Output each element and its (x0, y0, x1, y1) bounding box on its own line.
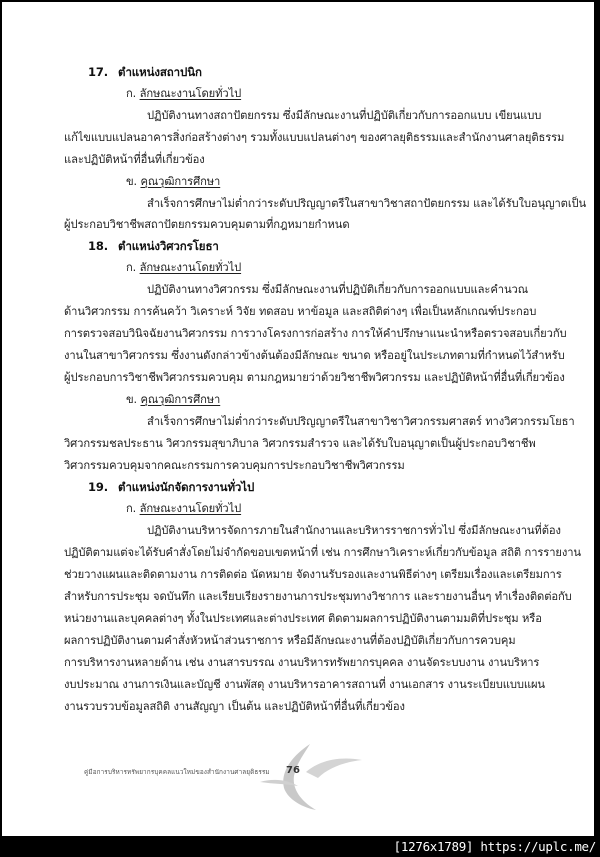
paragraph-line: ผู้ประกอบวิชาชีพสถาปัตยกรรมควบคุมตามที่กฎหมายกำหนด (64, 218, 350, 231)
paragraph-line: ช่วยวางแผนและติดตามงาน การติดต่อ นัดหมาย จัดงานรับรองและงานพิธีต่างๆ เตรียมเรื่องและเตรียมการ (64, 568, 562, 581)
sub-title: คุณวุฒิการศึกษา (140, 393, 221, 406)
section-19-heading (88, 480, 254, 494)
paragraph-line: ด้านวิศวกรรม การค้นคว้า วิเคราะห์ วิจัย ทดสอบ หาข้อมูล และสถิติต่างๆ เพื่อเป็นหลักเกณฑ์ประกอบ (64, 305, 537, 318)
paragraph-line: ผลการปฏิบัติงานตามคำสั่งหัวหน้าส่วนราชการ หรือมีลักษณะงานที่ต้องปฏิบัติเกี่ยวกับการควบคุม (64, 634, 516, 647)
sub-label: ก. (126, 87, 140, 100)
section-title: ตำแหน่งนักจัดการงานทั่วไป (117, 480, 255, 494)
section-18-sub-b-heading (126, 393, 220, 407)
paragraph-line: วิศวกรรมชลประธาน วิศวกรรมสุขาภิบาล วิศวกรรมสำรวจ และได้รับใบอนุญาตเป็นผู้ประกอบวิชาชีพ (64, 437, 536, 450)
sub-title: ลักษณะงานโดยทั่วไป (139, 502, 242, 515)
paragraph-line: แก้ไขแบบแปลนอาคารสิ่งก่อสร้างต่างๆ รวมทั้งแบบแปลนต่างๆ ของศาลยุติธรรมและสำนักงานศาลยุติธรรม (64, 131, 565, 144)
paragraph-line: วิศวกรรมควบคุมจากคณะกรรมการควบคุมการประกอบวิชาชีพวิศวกรรม (64, 459, 405, 472)
paragraph-line: และปฏิบัติหน้าที่อื่นที่เกี่ยวข้อง (64, 153, 205, 166)
sub-label: ก. (126, 261, 140, 274)
sub-title: ลักษณะงานโดยทั่วไป (139, 87, 242, 100)
paragraph-line: การบริหารงานหลายด้าน เช่น งานสารบรรณ งานบริหารทรัพยากรบุคคล งานจัดระบบงาน งานบริหาร (64, 656, 540, 669)
section-17-sub-b-heading (126, 175, 220, 189)
section-17-heading (88, 65, 202, 79)
section-number: 17. (88, 65, 109, 79)
section-number: 19. (88, 480, 109, 494)
paragraph-line: ปฏิบัติงานทางสถาปัตยกรรม ซึ่งมีลักษณะงานที่ปฏิบัติเกี่ยวกับการออกแบบ เขียนแบบ (147, 109, 542, 122)
sub-label: ข. (126, 393, 141, 406)
paragraph-line: งบประมาณ งานการเงินและบัญชี งานพัสดุ งานบริหารอาคารสถานที่ งานเอกสาร งานระเบียบแบบแผน (64, 678, 545, 691)
paragraph-line: สำเร็จการศึกษาไม่ต่ำกว่าระดับปริญญาตรีในสาขาวิชาวิศวกรรมศาสตร์ ทางวิศวกรรมโยธา (147, 415, 575, 428)
section-17-sub-a-heading (126, 87, 241, 101)
paragraph-line: หน่วยงานและบุคคลต่างๆ ทั้งในประเทศและต่างประเทศ ติดตามผลการปฏิบัติงานตามมติที่ประชุม หรือ (64, 612, 542, 625)
section-number: 18. (88, 239, 109, 253)
paragraph-line: ปฏิบัติงานบริหารจัดการภายในสำนักงานและบริหารราชการทั่วไป ซึ่งมีลักษณะงานที่ต้อง (147, 524, 561, 537)
paragraph-line: ปฏิบัติงานทางวิศวกรรม ซึ่งมีลักษณะงานที่ปฏิบัติเกี่ยวกับการออกแบบและคำนวณ (147, 283, 528, 296)
footer-title: คู่มือการบริหารทรัพยากรบุคคลแนวใหม่ของสำนักงานศาลยุติธรรม (84, 768, 270, 776)
sub-title: ลักษณะงานโดยทั่วไป (139, 261, 242, 274)
sub-title: คุณวุฒิการศึกษา (140, 175, 221, 188)
section-19-sub-a-heading (126, 502, 241, 516)
sub-label: ข. (126, 175, 141, 188)
paragraph-line: การตรวจสอบวินิจฉัยงานวิศวกรรม การวางโครงการก่อสร้าง การให้คำปรึกษาแนะนำหรือตรวจสอบเกี่ยวกับ (64, 327, 567, 340)
swoosh-logo-icon (258, 742, 368, 812)
section-18-sub-a-heading (126, 261, 241, 275)
image-watermark: [1276x1789] https://uplc.me/ (393, 839, 596, 854)
section-title: ตำแหน่งวิศวกรโยธา (117, 239, 219, 253)
sub-label: ก. (126, 502, 140, 515)
page-number: 76 (286, 765, 300, 776)
paragraph-line: สำเร็จการศึกษาไม่ต่ำกว่าระดับปริญญาตรีในสาขาวิชาสถาปัตยกรรม และได้รับใบอนุญาตเป็น (147, 197, 587, 210)
paragraph-line: งานรวบรวบข้อมูลสถิติ งานสัญญา เป็นต้น และปฏิบัติหน้าที่อื่นที่เกี่ยวข้อง (64, 700, 405, 713)
paragraph-line: สำหรับการประชุม จดบันทึก และเรียบเรียงรายงานการประชุมทางวิชาการ และรายงานอื่นๆ ทำเรื่องติดต่อกับ (64, 590, 572, 603)
section-18-heading (88, 239, 219, 253)
paragraph-line: งานในสาขาวิศวกรรม ซึ่งงานดังกล่าวข้างต้นต้องมีลักษณะ ขนาด หรืออยู่ในประเภทตามที่กำหนดไว้สำหรับ (64, 349, 565, 362)
paragraph-line: ผู้ประกอบการวิชาชีพวิศวกรรมควบคุม ตามกฎหมายว่าด้วยวิชาชีพวิศวกรรม และปฏิบัติหน้าที่อื่นที่เกี่ยวข้อง (64, 371, 565, 384)
section-title: ตำแหน่งสถาปนิก (117, 65, 202, 79)
paragraph-line: ปฏิบัติตามแต่จะได้รับคำสั่งโดยไม่จำกัดขอบเขตหน้าที่ เช่น การศึกษาวิเคราะห์เกี่ยวกับข้อมูล สถิติ การรายงาน (64, 546, 581, 559)
document-page (2, 2, 594, 836)
